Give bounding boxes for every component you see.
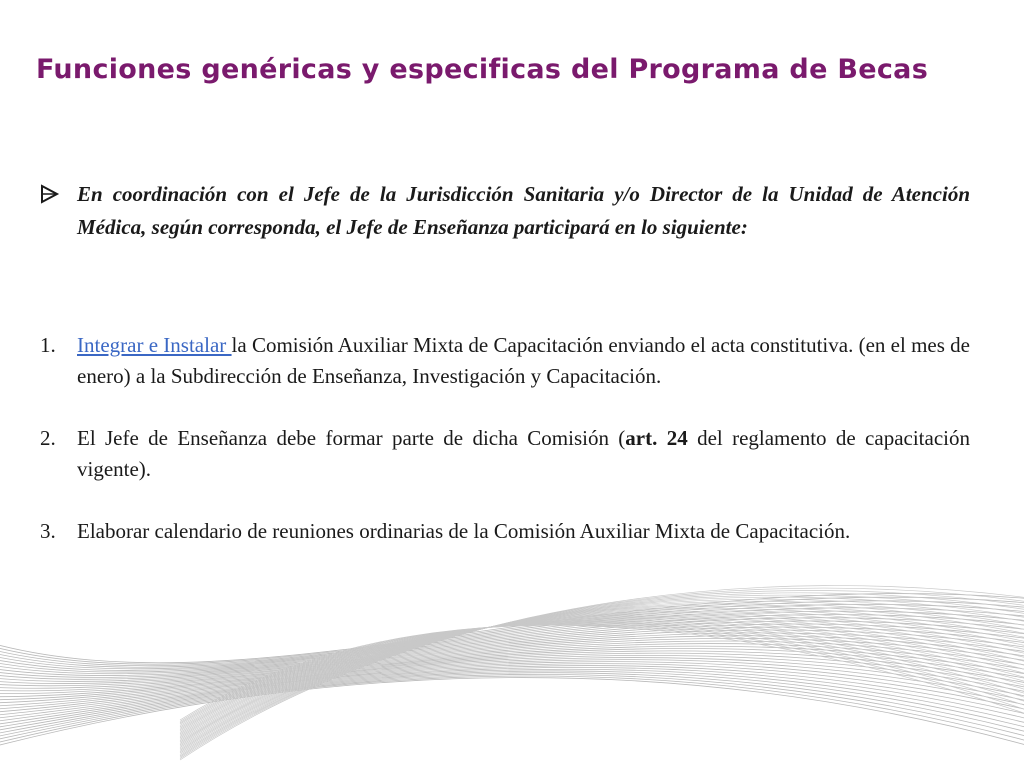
slide-title: Funciones genéricas y especificas del Programa de Becas bbox=[36, 54, 929, 85]
item-number: 2. bbox=[40, 426, 56, 450]
item-text-before: El Jefe de Enseñanza debe formar parte de dicha Comisión ( bbox=[77, 426, 626, 450]
item-text: la Comisión Auxiliar Mixta de Capacitación enviando el acta constitutiva. (en el mes de enero) a la Subdirección de Enseñanza, Investigación y Capacitación. bbox=[77, 333, 971, 388]
steps-list bbox=[40, 330, 970, 578]
intro-text: En coordinación con el Jefe de la Jurisdicción Sanitaria y/o Director de la Unidad de Atención Médica, según corresponda, el Jefe de Enseñanza participará en lo siguiente: bbox=[77, 182, 970, 239]
item-text-after: del reglamento de capacitación vigente). bbox=[77, 426, 970, 481]
article-reference: art. 24 bbox=[625, 426, 688, 450]
integrar-instalar-link[interactable]: Integrar e Instalar bbox=[77, 333, 232, 357]
list-item bbox=[40, 423, 970, 485]
item-number: 1. bbox=[40, 333, 56, 357]
item-text: Elaborar calendario de reuniones ordinarias de la Comisión Auxiliar Mixta de Capacitación. bbox=[77, 519, 851, 543]
list-item bbox=[40, 516, 970, 547]
arrow-bullet-icon bbox=[40, 180, 60, 208]
intro-paragraph bbox=[40, 178, 970, 244]
list-item bbox=[40, 330, 970, 392]
item-number: 3. bbox=[40, 519, 56, 543]
